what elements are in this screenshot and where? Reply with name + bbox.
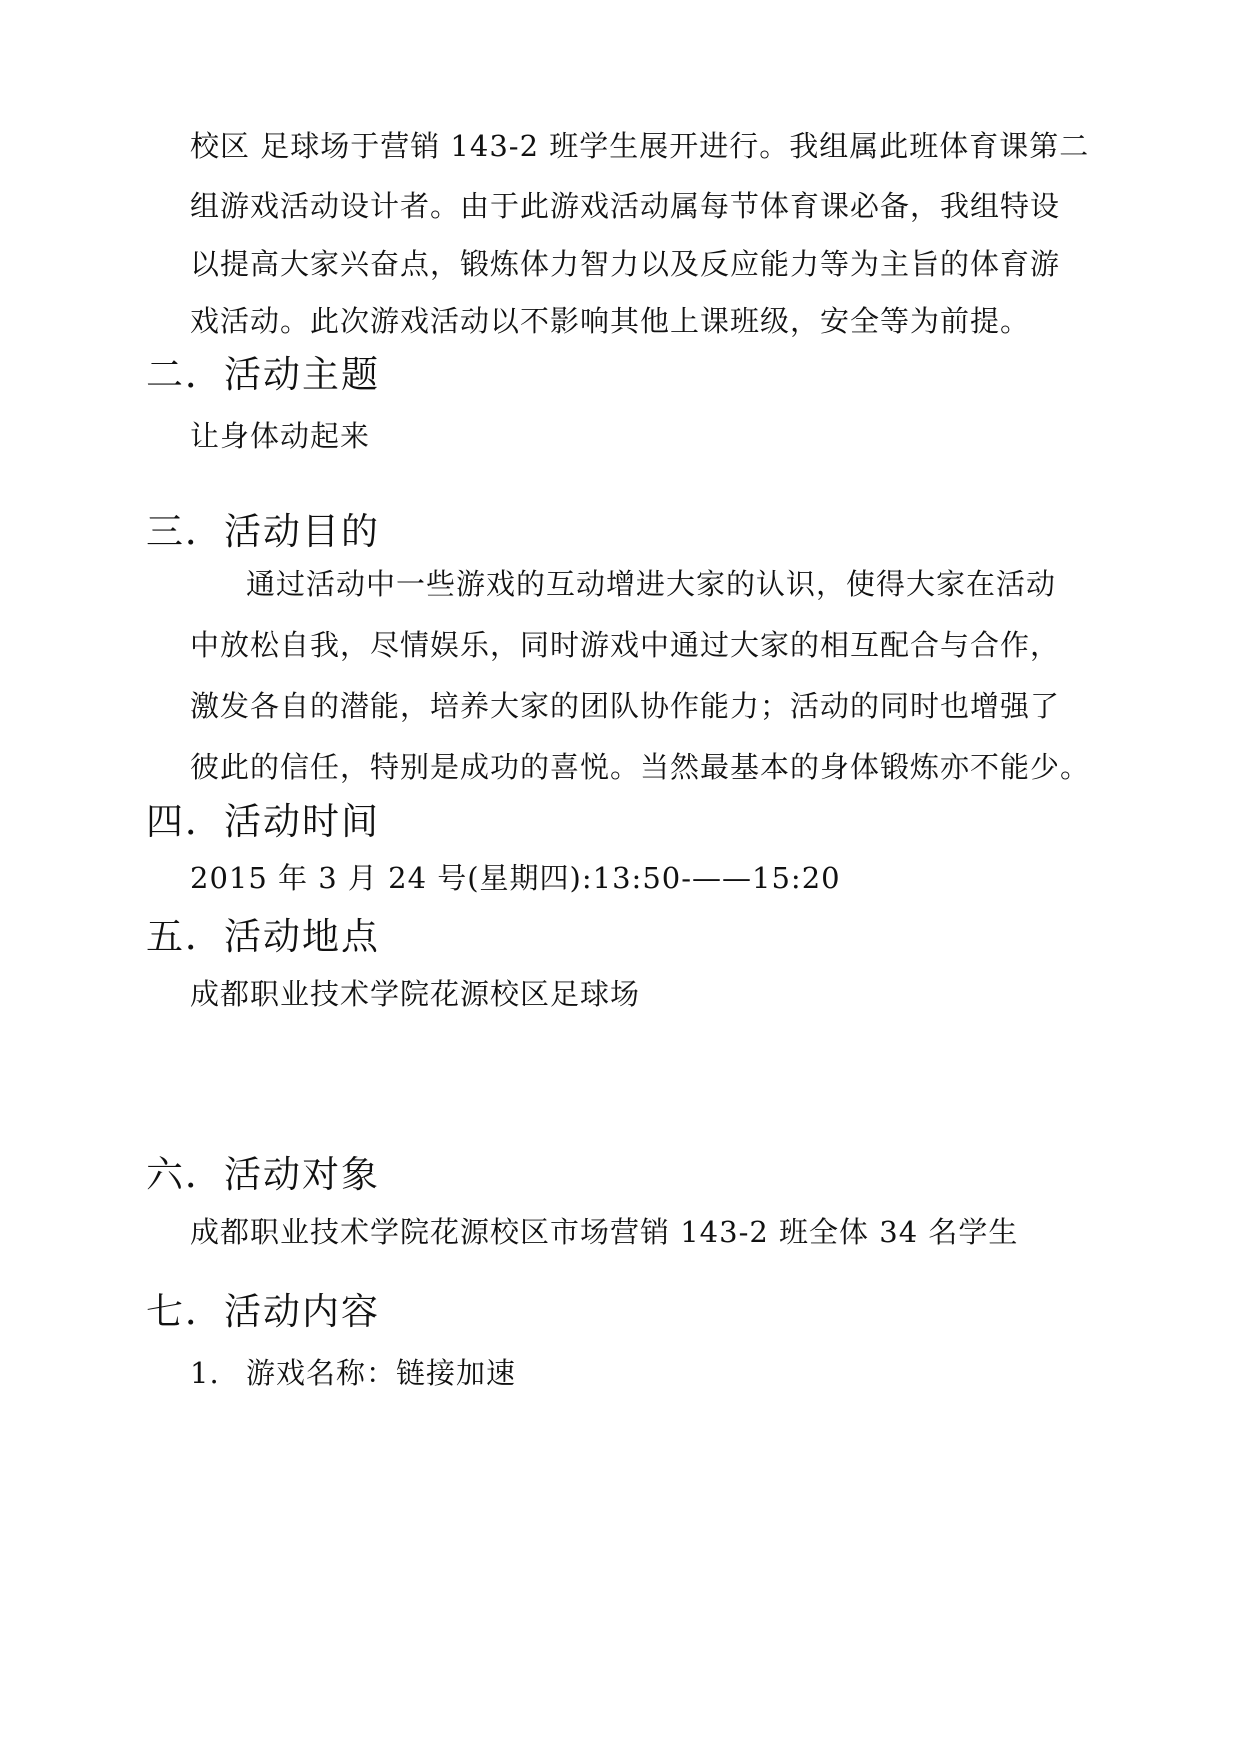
purpose-line-3: 激发各自的潜能，培养大家的团队协作能力；活动的同时也增强了 — [190, 689, 1061, 723]
list-item-number: 1. — [190, 1356, 220, 1390]
purpose-line-4: 彼此的信任，特别是成功的喜悦。当然最基本的身体锻炼亦不能少。 — [190, 750, 1091, 784]
purpose-line-2: 中放松自我，尽情娱乐，同时游戏中通过大家的相互配合与合作， — [190, 628, 1061, 662]
section-heading-content: 七．活动内容 — [146, 1290, 380, 1333]
section-heading-time: 四．活动时间 — [146, 800, 380, 843]
theme-text: 让身体动起来 — [190, 419, 371, 453]
intro-line-1: 校区 足球场于营销 143-2 班学生展开进行。我组属此班体育课第二 — [190, 129, 1090, 163]
intro-line-2: 组游戏活动设计者。由于此游戏活动属每节体育课必备，我组特设 — [190, 189, 1061, 223]
time-text: 2015 年 3 月 24 号(星期四):13:50-——15:20 — [190, 861, 841, 895]
purpose-line-1: 通过活动中一些游戏的互动增进大家的认识，使得大家在活动 — [246, 567, 1057, 601]
list-item-text: 游戏名称：链接加速 — [246, 1356, 517, 1390]
content-list-item — [190, 1355, 516, 1391]
location-text: 成都职业技术学院花源校区足球场 — [190, 977, 641, 1011]
intro-line-4: 戏活动。此次游戏活动以不影响其他上课班级，安全等为前提。 — [190, 304, 1031, 338]
section-heading-participants: 六．活动对象 — [146, 1153, 380, 1196]
section-heading-theme: 二．活动主题 — [146, 353, 380, 396]
participants-text: 成都职业技术学院花源校区市场营销 143-2 班全体 34 名学生 — [190, 1215, 1019, 1249]
section-heading-purpose: 三．活动目的 — [146, 510, 380, 553]
intro-line-3: 以提高大家兴奋点，锻炼体力智力以及反应能力等为主旨的体育游 — [190, 247, 1061, 281]
section-heading-location: 五．活动地点 — [146, 915, 380, 958]
